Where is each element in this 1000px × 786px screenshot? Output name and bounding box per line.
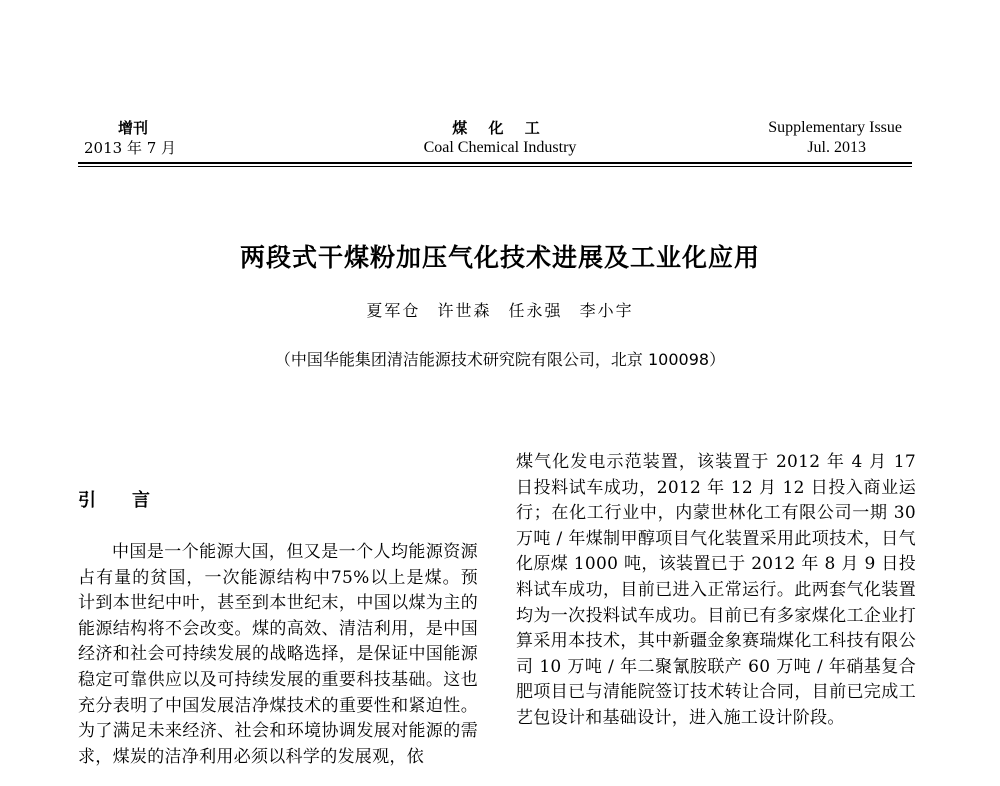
section-heading: 引言 xyxy=(78,490,186,511)
running-header-right xyxy=(768,118,902,158)
paper-title: 两段式干煤粉加压气化技术进展及工业化应用 xyxy=(239,243,760,272)
running-header-center xyxy=(380,118,620,158)
header-rule-thin xyxy=(78,166,912,167)
issue-date-en: Jul. 2013 xyxy=(807,139,866,156)
issue-label: 增刊 xyxy=(118,119,149,137)
issue-label-en: Supplementary Issue xyxy=(768,119,902,136)
body-column-left: 中国是一个能源大国，但又是一个人均能源资源占有量的贫国，一次能源结构中75%以上是煤。预计到本世纪中叶，甚至到本世纪末，中国以煤为主的能源结构将不会改变。煤的高效、清洁利用，是中国经济和社会可持续发展的战略选择，是保证中国能源稳定可靠供应以及可持续发展的重要科技基础。这也充分表明了中国发展洁净煤技术的重要性和紧迫性。为了满足未来经济、社会和环境协调发展对能源的需求，煤炭的洁净利用必须以科学的发展观，依 xyxy=(78,542,478,767)
journal-name-cn: 煤 化 工 xyxy=(452,119,548,137)
body-column-right: 煤气化发电示范装置，该装置于 2012 年 4 月 17 日投料试车成功，2012 年 12 月 12 日投入商业运行；在化工行业中，内蒙世林化工有限公司一期 30 万吨 / 年煤制甲醇项目气化装置采用此项技术，日气化原煤 1000 吨，该装置已于 2012 年 8 月 9 日投料试车成功，目前已进入正常运行。此两套气化装置均为一次投料试车成功。目前已有多家煤化工企业打算采用本技术，其中新疆金象赛瑞煤化工科技有限公司 10 万吨 / 年二聚氰胺联产 60 万吨 / 年硝基复合肥项目已与清能院签订技术转让合同，目前已完成工艺包设计和基础设计，进入施工设计阶段。 xyxy=(516,452,916,728)
author-list: 夏军仓 许世森 任永强 李小宇 xyxy=(366,301,634,320)
journal-name-en: Coal Chemical Industry xyxy=(423,139,577,156)
running-header-left xyxy=(84,118,176,158)
issue-date: 2013 年 7 月 xyxy=(84,139,177,157)
header-rule xyxy=(78,162,912,164)
affiliation: （中国华能集团清洁能源技术研究院有限公司，北京 100098） xyxy=(274,350,726,369)
